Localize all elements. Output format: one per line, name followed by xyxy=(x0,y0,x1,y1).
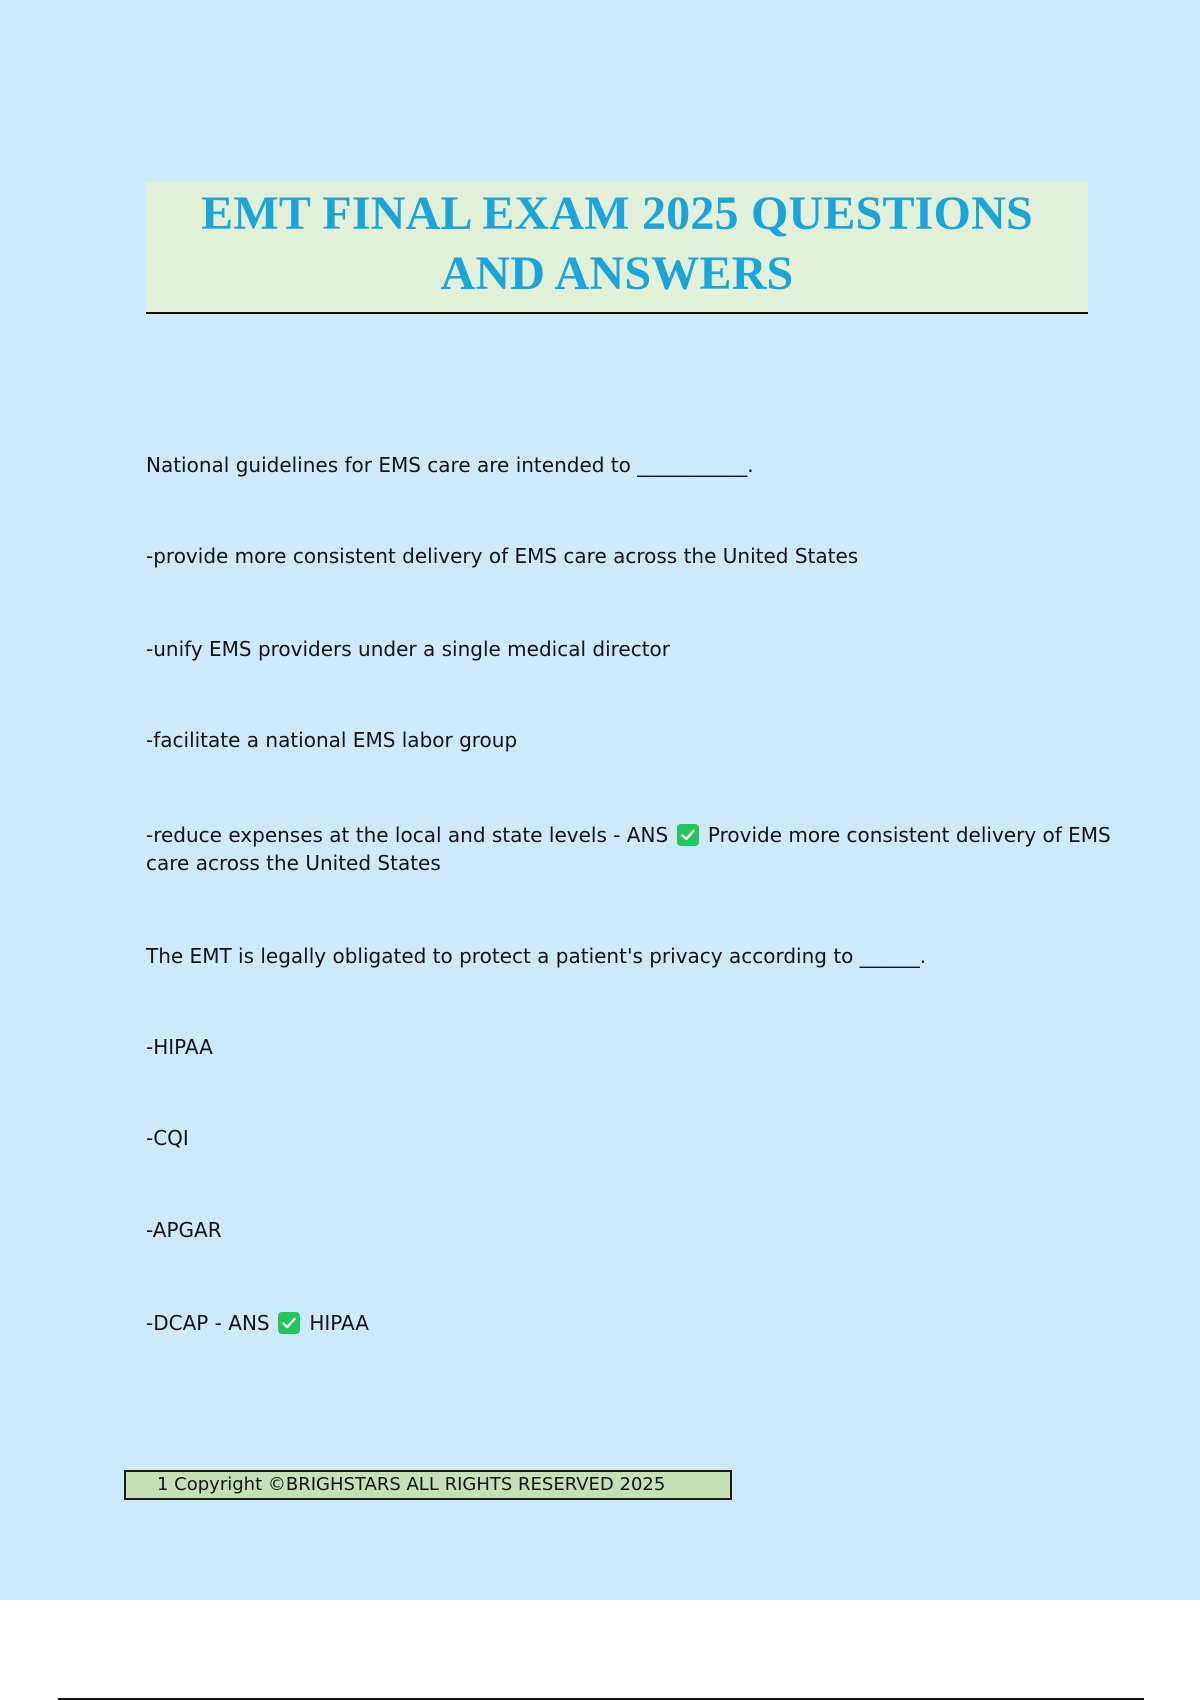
question-1-option-4-with-answer xyxy=(146,821,1111,849)
question-1-option-2: -unify EMS providers under a single medical director xyxy=(146,637,671,661)
question-2-option-1: -HIPAA xyxy=(146,1035,213,1059)
question-1-option-1: -provide more consistent delivery of EMS care across the United States xyxy=(146,544,859,568)
question-2-option-4: -DCAP - ANS xyxy=(146,1311,270,1335)
question-2-option-2: -CQI xyxy=(146,1126,189,1150)
page-title-line-1: EMT FINAL EXAM 2025 QUESTIONS xyxy=(201,187,1033,240)
question-1-option-3: -facilitate a national EMS labor group xyxy=(146,728,518,752)
question-2-option-3: -APGAR xyxy=(146,1218,222,1242)
title-banner xyxy=(146,182,1088,314)
question-2-option-4-with-answer xyxy=(146,1309,369,1337)
question-1-answer: Provide more consistent delivery of EMS xyxy=(707,823,1111,847)
question-1-prompt: National guidelines for EMS care are intended to ___________. xyxy=(146,453,754,477)
question-2-answer: HIPAA xyxy=(309,1311,369,1335)
question-2-prompt: The EMT is legally obligated to protect a patient's privacy according to ______. xyxy=(146,944,927,968)
page-title-line-2: AND ANSWERS xyxy=(440,247,794,300)
check-mark-icon xyxy=(677,824,699,846)
check-mark-icon xyxy=(278,1312,300,1334)
question-1-answer-continued: care across the United States xyxy=(146,851,441,875)
copyright-footer: 1 Copyright ©BRIGHSTARS ALL RIGHTS RESERVED 2025 xyxy=(124,1470,732,1500)
question-1-option-4: -reduce expenses at the local and state levels - ANS xyxy=(146,823,669,847)
